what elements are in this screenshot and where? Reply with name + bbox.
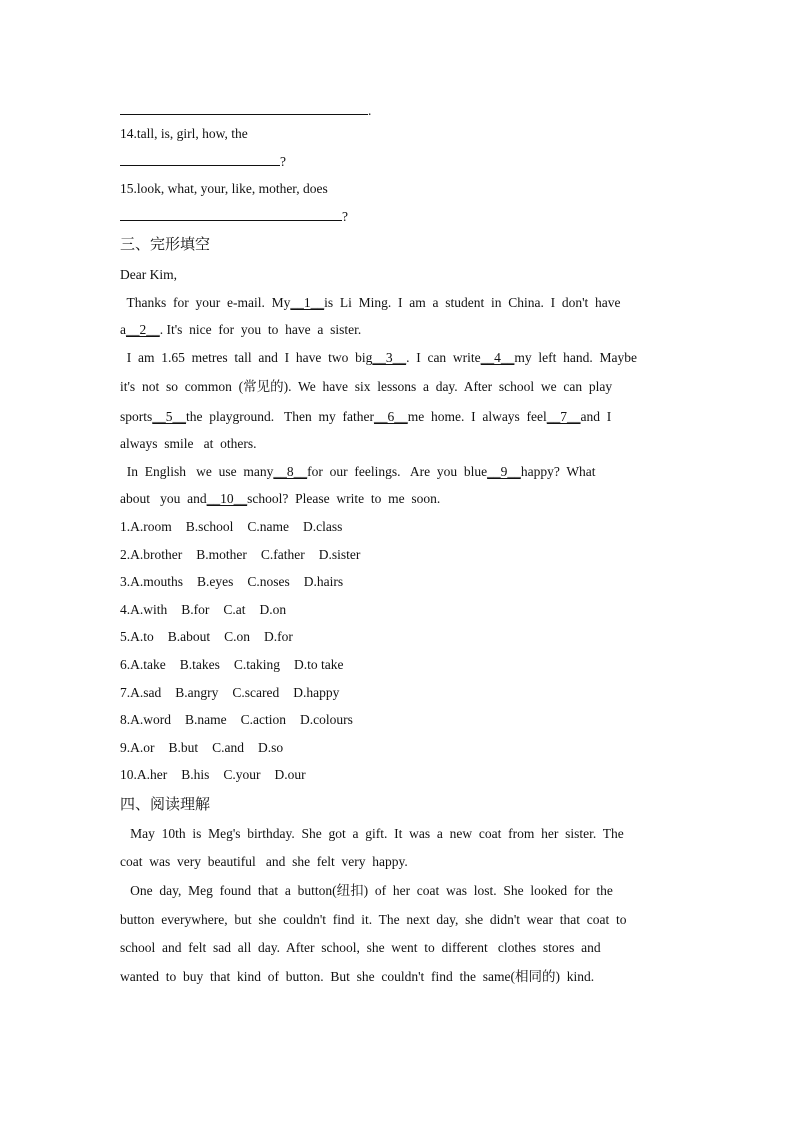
passage-line: Thanks for your e-mail. My__1__is Li Ming. I am a student in China. I don't have <box>120 295 621 310</box>
option-row <box>120 572 343 592</box>
passage-line: sports__5__the playground. Then my father__6__me home. I always feel__7__and I <box>120 409 612 424</box>
option-b[interactable]: B.school <box>185 519 234 534</box>
reading-line: coat was very beautiful and she felt very happy. <box>120 854 408 869</box>
reading-line: May 10th is Meg's birthday. She got a gift. It was a new coat from her sister. The <box>120 826 624 841</box>
cloze-blank-4: __4__ <box>480 350 515 365</box>
cloze-blank-3: __3__ <box>372 350 407 365</box>
option-c[interactable]: C.noses <box>247 574 290 590</box>
answer-blank[interactable] <box>120 206 342 221</box>
option-b[interactable]: B.for <box>181 601 210 617</box>
passage-line: I am 1.65 metres tall and I have two big__3__. I can write__4__my left hand. Maybe <box>120 350 638 365</box>
option-b[interactable]: B.angry <box>175 684 219 700</box>
question-14: 14.tall, is, girl, how, the <box>120 126 248 141</box>
option-d[interactable]: D.happy <box>293 684 340 700</box>
option-b[interactable]: B.but <box>168 739 199 755</box>
option-b[interactable]: B.eyes <box>197 574 234 590</box>
option-a[interactable]: 9.A.or <box>120 739 155 755</box>
option-a[interactable]: 2.A.brother <box>120 546 183 562</box>
cloze-blank-9: __9__ <box>487 464 521 479</box>
answer-line-13: . <box>120 100 371 121</box>
question-15: 15.look, what, your, like, mother, does <box>120 181 328 196</box>
reading-line: One day, Meg found that a button(纽扣) of her coat was lost. She looked for the <box>120 883 613 898</box>
option-c[interactable]: C.on <box>224 629 251 645</box>
option-c[interactable]: C.taking <box>233 657 280 672</box>
option-d[interactable]: D.so <box>258 739 284 755</box>
cloze-blank-2: __2__ <box>126 322 160 337</box>
option-c[interactable]: C.scared <box>232 684 280 700</box>
option-b[interactable]: B.takes <box>179 657 220 672</box>
option-d[interactable]: D.to take <box>293 657 344 672</box>
option-row <box>120 517 342 537</box>
passage-line: In English we use many__8__for our feelings. Are you blue__9__happy? What <box>120 464 596 479</box>
option-a[interactable]: 10.A.her <box>120 767 168 783</box>
option-c[interactable]: C.at <box>223 601 246 617</box>
passage-line: always smile at others. <box>120 436 257 451</box>
option-row <box>120 655 343 675</box>
option-c[interactable]: C.name <box>247 519 290 534</box>
option-c[interactable]: C.father <box>260 546 305 562</box>
option-c[interactable]: C.your <box>223 767 261 783</box>
option-row <box>120 627 293 647</box>
answer-blank[interactable] <box>120 100 368 115</box>
option-d[interactable]: D.colours <box>300 712 353 728</box>
option-b[interactable]: B.his <box>181 767 210 783</box>
answer-blank[interactable] <box>120 151 280 166</box>
answer-line-14: ? <box>120 151 286 172</box>
option-a[interactable]: 8.A.word <box>120 712 171 728</box>
option-c[interactable]: C.and <box>212 739 245 755</box>
option-a[interactable]: 5.A.to <box>120 629 154 645</box>
reading-line: wanted to buy that kind of button. But she couldn't find the same(相同的) kind. <box>120 969 595 984</box>
option-row <box>120 545 360 565</box>
option-d[interactable]: D.for <box>264 629 293 645</box>
option-d[interactable]: D.hairs <box>303 574 344 590</box>
cloze-blank-1: __1__ <box>290 295 325 310</box>
section-3-heading: 三、完形填空 <box>120 235 211 253</box>
option-d[interactable]: D.class <box>303 519 343 534</box>
option-b[interactable]: B.name <box>185 712 227 728</box>
passage-line: about you and__10__school? Please write to me soon. <box>120 491 441 506</box>
option-row <box>120 683 339 703</box>
cloze-blank-7: __7__ <box>546 409 581 424</box>
passage-line: a__2__. It's nice for you to have a sister. <box>120 322 362 337</box>
option-b[interactable]: B.mother <box>196 546 247 562</box>
option-row <box>120 765 306 785</box>
option-d[interactable]: D.our <box>274 767 306 783</box>
passage-line: it's not so common (常见的). We have six lessons a day. After school we can play <box>120 379 613 394</box>
option-c[interactable]: C.action <box>240 712 286 728</box>
option-row <box>120 710 353 730</box>
option-d[interactable]: D.sister <box>318 546 361 562</box>
option-a[interactable]: 3.A.mouths <box>120 574 184 590</box>
option-a[interactable]: 6.A.take <box>120 657 166 672</box>
letter-greeting: Dear Kim, <box>120 267 177 282</box>
option-row <box>120 600 286 620</box>
option-a[interactable]: 7.A.sad <box>120 684 162 700</box>
section-4-heading: 四、阅读理解 <box>120 795 211 813</box>
option-a[interactable]: 1.A.room <box>120 519 172 534</box>
cloze-blank-10: __10__ <box>206 491 248 506</box>
cloze-blank-8: __8__ <box>273 464 308 479</box>
option-b[interactable]: B.about <box>167 629 211 645</box>
option-a[interactable]: 4.A.with <box>120 601 168 617</box>
answer-line-15: ? <box>120 206 348 227</box>
option-row <box>120 738 283 758</box>
reading-line: school and felt sad all day. After school, she went to different clothes stores and <box>120 940 601 955</box>
cloze-blank-6: __6__ <box>373 409 408 424</box>
option-d[interactable]: D.on <box>259 601 287 617</box>
cloze-blank-5: __5__ <box>152 409 187 424</box>
reading-line: button everywhere, but she couldn't find it. The next day, she didn't wear that coat to <box>120 912 627 927</box>
